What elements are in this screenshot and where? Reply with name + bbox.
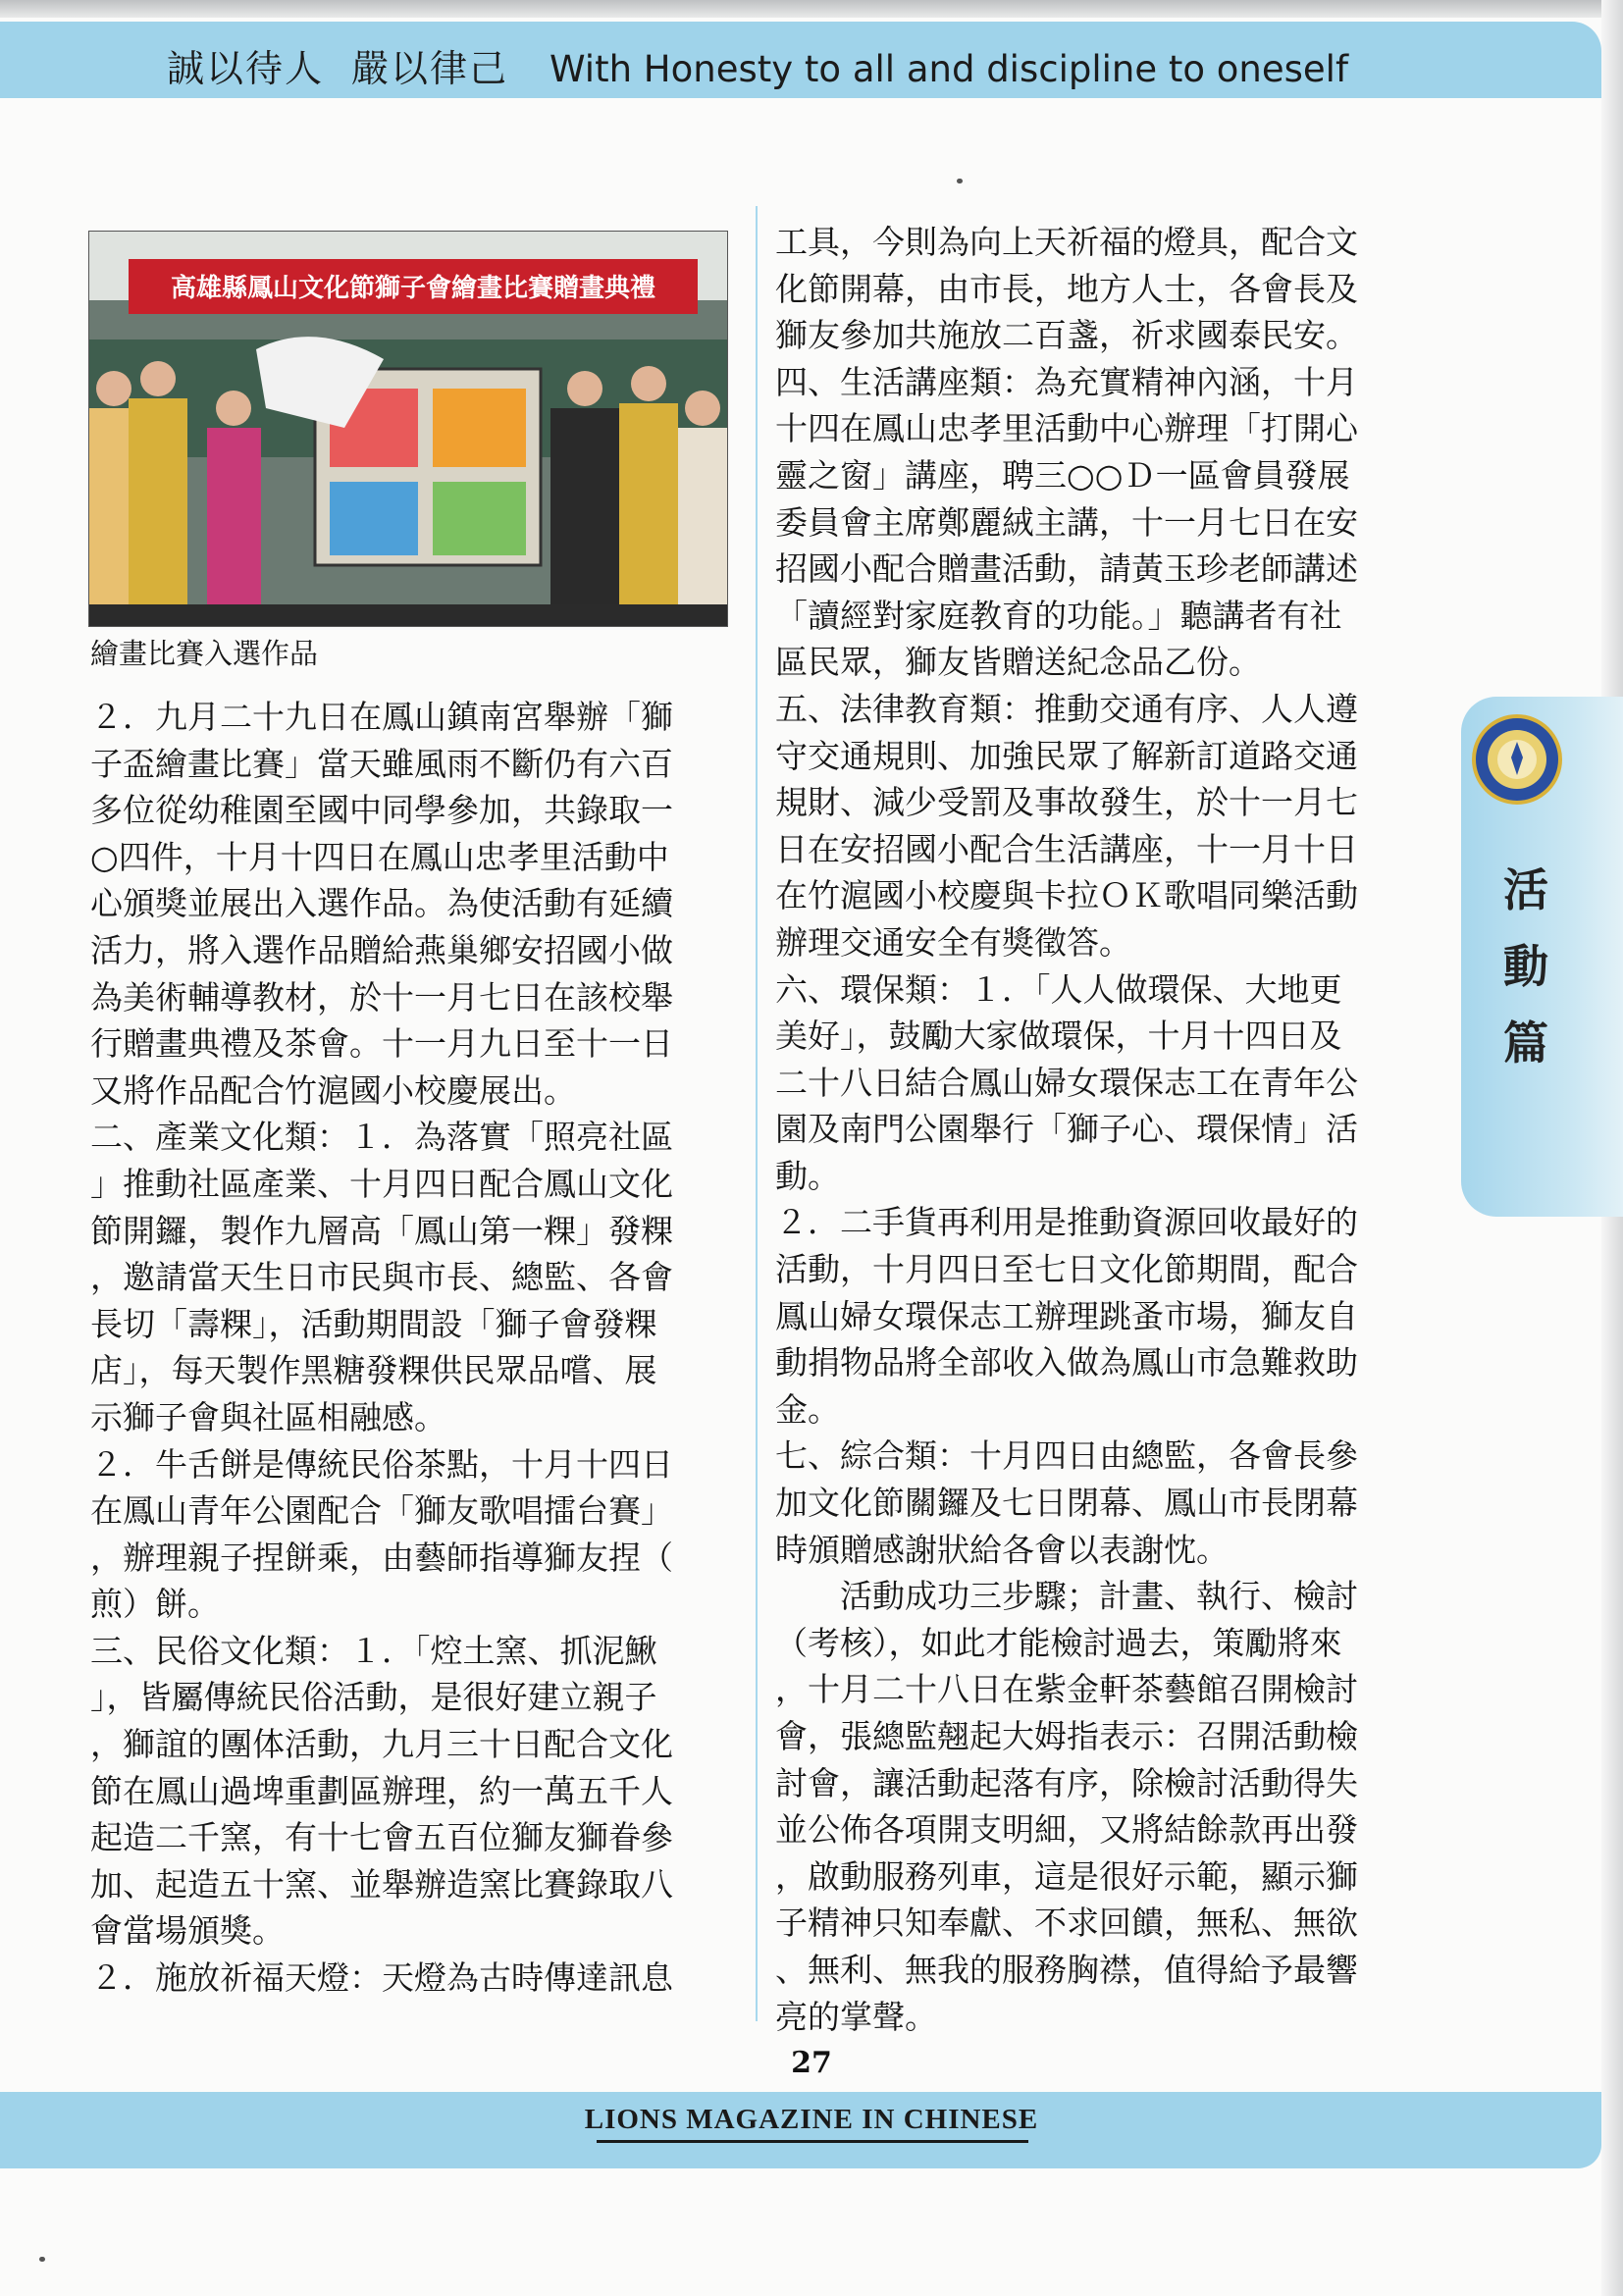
left-line: ２．牛舌餅是傳統民俗茶點，十月十四日 <box>90 1444 673 1484</box>
right-line: 鳳山婦女環保志工辦理跳蚤市場，獅友自 <box>775 1296 1358 1335</box>
right-line: 靈之窗」講座，聘三○○Ｄ一區會員發展 <box>775 455 1350 495</box>
left-line: 活力，將入選作品贈給燕巢鄉安招國小做 <box>90 930 673 969</box>
left-line: 加、起造五十窯、並舉辦造窯比賽錄取八 <box>90 1864 673 1904</box>
right-line: 二十八日結合鳳山婦女環保志工在青年公 <box>775 1063 1358 1102</box>
right-line: 工具，今則為向上天祈福的燈具，配合文 <box>775 223 1358 261</box>
left-line: 」推動社區產業、十月四日配合鳳山文化 <box>90 1164 673 1203</box>
lions-emblem-icon <box>1472 714 1562 805</box>
right-line: 子精神只知奉獻、不求回饋，無私、無欲 <box>775 1904 1358 1943</box>
right-line: 辦理交通安全有獎徵答。 <box>775 922 1131 962</box>
left-line: ，辦理親子捏餅乘，由藝師指導獅友捏（ <box>90 1538 673 1577</box>
left-line: ，邀請當天生日市民與市長、總監、各會 <box>90 1258 673 1297</box>
right-line: ，十月二十八日在紫金軒茶藝館召開檢討 <box>775 1670 1358 1709</box>
right-line: 規財、減少受罰及事故發生，於十一月七 <box>775 783 1358 822</box>
left-line: 會當場頒獎。 <box>90 1911 285 1951</box>
right-line: ，啟動服務列車，這是很好示範，顯示獅 <box>775 1856 1358 1896</box>
magazine-name: LIONS MAGAZINE IN CHINESE <box>584 2104 1039 2135</box>
left-line: 心頒獎並展出入選作品。為使活動有延續 <box>90 884 673 923</box>
right-line: 金。 <box>775 1389 840 1429</box>
right-line: 討會，讓活動起落有序，除檢討活動得失 <box>775 1763 1358 1802</box>
left-line: 行贈畫典禮及茶會。十一月九日至十一日 <box>90 1024 673 1064</box>
right-line: 活動，十月四日至七日文化節期間，配合 <box>775 1250 1358 1289</box>
header-motto <box>167 43 1348 94</box>
section-title-char: 篇 <box>1503 1017 1548 1070</box>
photo-caption: 繪畫比賽入選作品 <box>90 637 319 670</box>
left-line: ，獅誼的團体活動，九月三十日配合文化 <box>90 1725 673 1764</box>
right-line: 七、綜合類：十月四日由總監，各會長參 <box>775 1436 1358 1476</box>
left-line: 起造二千窯，有十七會五百位獅友獅眷參 <box>90 1818 673 1857</box>
right-line: 加文化節關鑼及七日閉幕、鳳山市長閉幕 <box>775 1484 1358 1523</box>
right-line: 亮的掌聲。 <box>775 1997 937 2036</box>
right-line: 化節開幕，由市長，地方人士，各會長及 <box>775 269 1358 308</box>
left-line: 為美術輔導教材，於十一月七日在該校舉 <box>90 977 673 1017</box>
left-line: ２．九月二十九日在鳳山鎮南宮舉辦「獅 <box>90 698 673 736</box>
left-line: 多位從幼稚園至國中同學參加，共錄取一 <box>90 791 673 830</box>
column-divider <box>756 206 758 2021</box>
right-line: 日在安招國小配合生活講座，十一月十日 <box>775 829 1358 868</box>
left-line: 節在鳳山過埤重劃區辦理，約一萬五千人 <box>90 1771 673 1810</box>
left-line: ○四件，十月十四日在鳳山忠孝里活動中 <box>90 837 669 876</box>
left-line: 又將作品配合竹滬國小校慶展出。 <box>90 1070 576 1110</box>
right-line: 「讀經對家庭教育的功能。」聽講者有社 <box>775 596 1342 635</box>
scan-speck <box>957 179 963 183</box>
scan-speck <box>39 2257 45 2262</box>
left-line: 三、民俗文化類：１．「焢土窯、抓泥鰍 <box>90 1631 657 1670</box>
right-line: 四、生活講座類：為充實精神內涵，十月 <box>775 362 1358 401</box>
page-number: 27 <box>791 2046 832 2080</box>
left-line: 店」，每天製作黑糖發粿供民眾品嚐、展 <box>90 1351 657 1390</box>
left-line: 二、產業文化類：１．為落實「照亮社區 <box>90 1118 673 1157</box>
right-line: 、無利、無我的服務胸襟，值得給予最響 <box>775 1950 1358 1989</box>
right-column <box>775 219 1433 2040</box>
right-line: （考核），如此才能檢討過去，策勵將來 <box>775 1623 1342 1662</box>
right-line: 在竹滬國小校慶與卡拉ＯＫ歌唱同樂活動 <box>775 876 1358 915</box>
right-line: 園及南門公園舉行「獅子心、環保情」活 <box>775 1110 1358 1149</box>
right-line: 獅友參加共施放二百盞，祈求國泰民安。 <box>775 316 1358 355</box>
right-line: 會，張總監翹起大姆指表示：召開活動檢 <box>775 1717 1358 1755</box>
left-line: 煎）餅。 <box>90 1585 220 1624</box>
section-title-char: 動 <box>1503 940 1548 993</box>
right-line: 時頒贈感謝狀給各會以表謝忱。 <box>775 1530 1229 1569</box>
scan-edge-top <box>0 0 1623 18</box>
left-line: 在鳳山青年公園配合「獅友歌唱擂台賽」 <box>90 1491 673 1531</box>
left-line: 節開鑼，製作九層高「鳳山第一粿」發粿 <box>90 1211 673 1250</box>
event-photo-illustration <box>89 232 727 626</box>
right-line: 委員會主席鄭麗絨主講，十一月七日在安 <box>775 502 1358 542</box>
right-line: 招國小配合贈畫活動，請黃玉珍老師講述 <box>775 549 1358 589</box>
right-line: ２．二手貨再利用是推動資源回收最好的 <box>775 1203 1358 1242</box>
left-line: 子盃繪畫比賽」當天雖風雨不斷仍有六百 <box>90 744 673 783</box>
left-line: 長切「壽粿」，活動期間設「獅子會發粿 <box>90 1304 657 1343</box>
section-title <box>1499 852 1552 1081</box>
right-line: 守交通規則、加強民眾了解新訂道路交通 <box>775 736 1358 775</box>
right-line: 區民眾，獅友皆贈送紀念品乙份。 <box>775 643 1261 682</box>
motto-cn-1: 誠以待人 <box>167 47 325 90</box>
banner-text: 高雄縣鳳山文化節獅子會繪畫比賽贈畫典禮 <box>170 274 656 303</box>
section-title-char: 活 <box>1503 863 1548 916</box>
motto-cn-2: 嚴以律己 <box>351 47 509 90</box>
right-line: 五、法律教育類：推動交通有序、人人遵 <box>775 689 1358 728</box>
left-column <box>90 694 748 2002</box>
left-line: 」，皆屬傳統民俗活動，是很好建立親子 <box>90 1678 657 1717</box>
right-line: 動捐物品將全部收入做為鳳山市急難救助 <box>775 1343 1358 1383</box>
right-line: 六、環保類：１．「人人做環保、大地更 <box>775 969 1342 1009</box>
right-line: 美好」，鼓勵大家做環保，十月十四日及 <box>775 1017 1342 1056</box>
left-line: ２．施放祈福天燈：天燈為古時傳達訊息 <box>90 1958 673 1998</box>
right-line: 並公佈各項開支明細，又將結餘款再出發 <box>775 1810 1358 1850</box>
motto-en: With Honesty to all and discipline to oneself <box>550 48 1348 90</box>
right-line: 動。 <box>775 1156 840 1195</box>
right-line-paragraph-start: 活動成功三步驟；計畫、執行、檢討 <box>840 1577 1358 1616</box>
event-photo <box>88 231 728 627</box>
left-line: 示獅子會與社區相融感。 <box>90 1397 446 1436</box>
footer-underline <box>597 2140 1028 2143</box>
right-line: 十四在鳳山忠孝里活動中心辦理「打開心 <box>775 409 1358 448</box>
